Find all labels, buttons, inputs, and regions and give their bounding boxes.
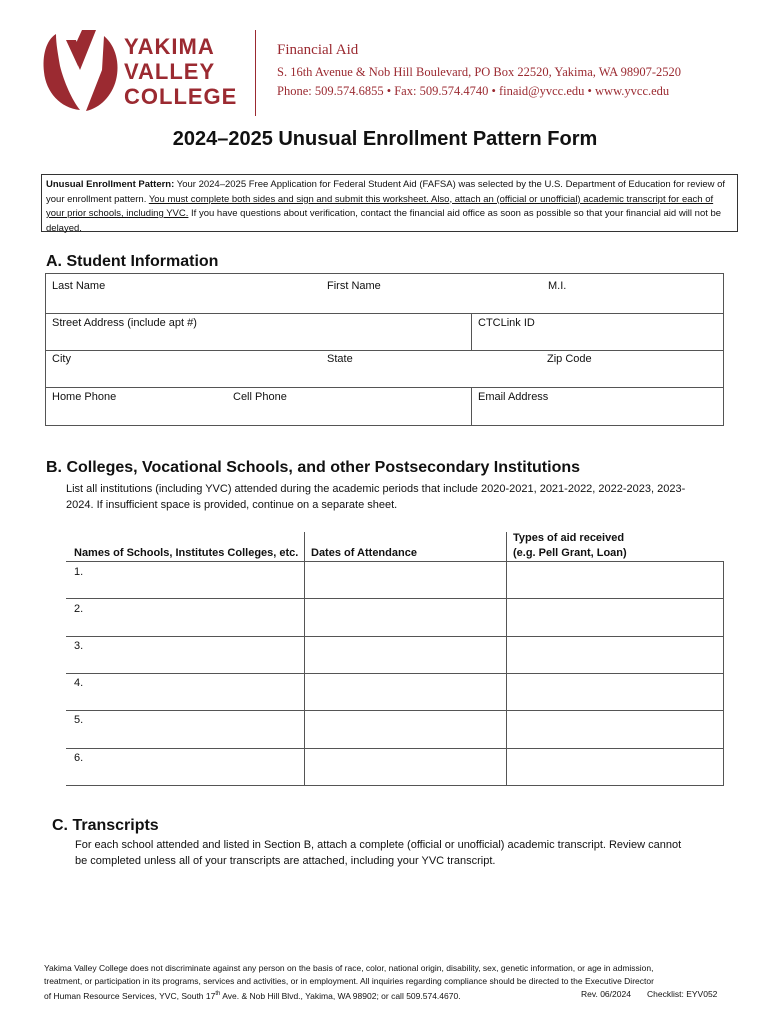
- notice-underlined: You must complete both sides and sign and submit this worksheet. Also, attach an (official or unofficial) academic transcript for each of your prior schools, including YVC.: [46, 193, 714, 219]
- cell-phone-field[interactable]: Cell Phone: [233, 391, 287, 403]
- table-row[interactable]: 2.: [74, 603, 84, 615]
- footer-line-1: Yakima Valley College does not discriminate against any person on the basis of race, color, national origin, disability, sex, genetic information, or age in admission,: [44, 963, 654, 973]
- office-name: Financial Aid: [277, 42, 359, 58]
- table-line: [66, 673, 724, 674]
- street-address-field[interactable]: Street Address (include apt #): [52, 317, 197, 329]
- ctclink-id-field[interactable]: CTCLink ID: [478, 317, 535, 329]
- state-field[interactable]: State: [327, 353, 353, 365]
- home-phone-field[interactable]: Home Phone: [52, 391, 117, 403]
- middle-initial-field[interactable]: M.I.: [548, 280, 567, 292]
- table-line: [66, 748, 724, 749]
- section-c-heading: C. Transcripts: [52, 817, 159, 834]
- checklist-code: Checklist: EYV052: [647, 989, 718, 999]
- section-a-heading: A. Student Information: [46, 253, 219, 270]
- email-address-field[interactable]: Email Address: [478, 391, 549, 403]
- header-divider: [255, 30, 256, 116]
- college-logo-mark: [42, 30, 120, 112]
- section-b-instructions-2: 2024. If insufficient space is provided, continue on a separate sheet.: [66, 499, 398, 511]
- table-col-line: [304, 532, 305, 786]
- section-b-instructions-1: List all institutions (including YVC) attended during the academic periods that include 2020-2021, 2021-2022, 2022-2023, 2023-: [66, 483, 686, 495]
- section-c-text-1: For each school attended and listed in Section B, attach a complete (official or unofficial) academic transcript. Review cannot: [75, 839, 682, 851]
- footer-line-3a: of Human Resource Services, YVC, South 17: [44, 990, 216, 1001]
- table-line: [66, 598, 724, 599]
- notice-label: Unusual Enrollment Pattern:: [46, 179, 175, 190]
- grid-col-divider: [471, 313, 472, 351]
- footer-line-3-sup: th: [215, 991, 221, 997]
- grid-row-divider: [45, 387, 724, 388]
- office-contact: Phone: 509.574.6855 • Fax: 509.574.4740 • finaid@yvcc.edu • www.yvcc.edu: [277, 84, 670, 98]
- column-header-aid-example: (e.g. Pell Grant, Loan): [513, 547, 627, 559]
- column-header-aid-types: Types of aid received: [513, 532, 625, 544]
- table-line: [66, 561, 724, 562]
- table-row[interactable]: 3.: [74, 640, 84, 652]
- column-header-dates: Dates of Attendance: [311, 547, 417, 559]
- column-header-school-names: Names of Schools, Institutes Colleges, etc.: [74, 547, 299, 559]
- notice-text-1: Your 2024–2025 Free Application for Federal Student Aid (FAFSA) was selected by the U.S. Department of Education for review of your enrollment pattern.: [46, 179, 726, 205]
- table-col-line: [506, 532, 507, 786]
- table-row[interactable]: 6.: [74, 752, 84, 764]
- last-name-field[interactable]: Last Name: [52, 280, 106, 292]
- table-row[interactable]: 1.: [74, 566, 84, 578]
- zip-code-field[interactable]: Zip Code: [547, 353, 592, 365]
- footer-line-3b: Ave. & Nob Hill Blvd., Yakima, WA 98902; or call 509.574.4670.: [220, 990, 461, 1001]
- table-col-line: [723, 561, 724, 786]
- nondiscrimination-footer: [44, 962, 744, 1003]
- footer-line-2: treatment, or participation in its programs, services and activities, or in employment. All inquiries regarding compliance should be directed to the Executive Director: [44, 976, 654, 986]
- notice-box: [41, 174, 738, 232]
- form-title: 2024–2025 Unusual Enrollment Pattern Form: [172, 128, 598, 150]
- table-row[interactable]: 4.: [74, 677, 84, 689]
- table-line: [66, 710, 724, 711]
- college-logo-wordmark: YAKIMA VALLEY COLLEGE: [124, 34, 238, 109]
- grid-row-divider: [45, 313, 724, 314]
- table-line: [66, 636, 724, 637]
- section-c-text-2: be completed unless all of your transcripts are attached, including your YVC transcript.: [75, 855, 496, 867]
- office-address: S. 16th Avenue & Nob Hill Boulevard, PO Box 22520, Yakima, WA 98907-2520: [277, 65, 682, 79]
- section-b-heading: B. Colleges, Vocational Schools, and other Postsecondary Institutions: [46, 459, 581, 476]
- table-line: [66, 785, 724, 786]
- grid-col-divider: [471, 387, 472, 426]
- first-name-field[interactable]: First Name: [327, 280, 381, 292]
- grid-row-divider: [45, 350, 724, 351]
- city-field[interactable]: City: [52, 353, 71, 365]
- table-row[interactable]: 5.: [74, 714, 84, 726]
- revision-date: Rev. 06/2024: [581, 989, 631, 999]
- notice-text-2: If you have questions about verification, contact the financial aid office as soon as possible so that your financial aid will not be delayed.: [46, 208, 722, 234]
